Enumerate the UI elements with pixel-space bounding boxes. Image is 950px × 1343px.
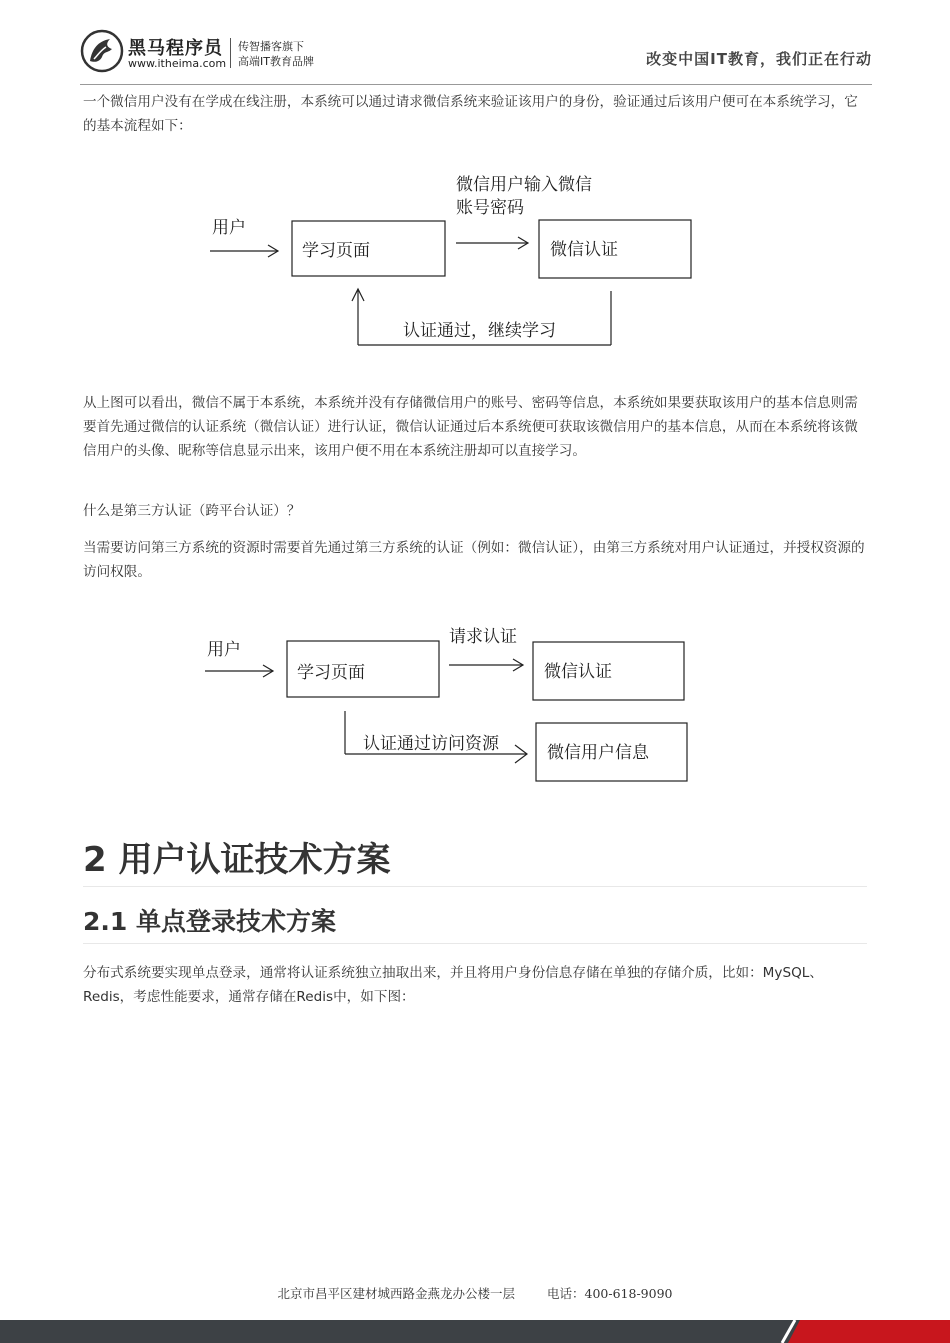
intro-paragraph: 一个微信用户没有在学成在线注册，本系统可以通过请求微信系统来验证该用户的身份，验证通过后该用户便可在本系统学习，它的基本流程如下： — [83, 94, 858, 134]
d1-user-label: 用户 — [212, 218, 246, 238]
header-divider — [80, 84, 872, 85]
question-text: 什么是第三方认证（跨平台认证）？ — [83, 503, 301, 519]
explanation-paragraph: 从上图可以看出，微信不属于本系统，本系统并没有存储微信用户的账号、密码等信息，本系统如果要获取该用户的基本信息则需要首先通过微信的认证系统（微信认证）进行认证，微信认证通过后本系统便可获取该微信用户的基本信息，从而在本系统将该微信用户的头像、昵称等信息显示出来，该用户便不用在本系统注册却可以直接学习。 — [83, 395, 858, 459]
logo-separator — [230, 38, 231, 68]
section-heading-2: 2 用户认证技术方案 — [83, 840, 391, 880]
sso-paragraph: 分布式系统要实现单点登录，通常将认证系统独立抽取出来，并且将用户身份信息存储在单独的存储介质，比如：MySQL、Redis，考虑性能要求，通常存储在Redis中，如下图： — [83, 965, 823, 1005]
page-header — [0, 0, 950, 86]
d2-request-label: 请求认证 — [449, 627, 517, 647]
header-slogan: 改变中国IT教育，我们正在行动 — [646, 50, 872, 68]
d1-input-label-line2: 账号密码 — [456, 198, 524, 218]
footer-bar-red — [788, 1320, 950, 1343]
d1-return-label: 认证通过，继续学习 — [403, 321, 556, 341]
third-party-auth-diagram — [195, 615, 695, 790]
d2-study-page-label: 学习页面 — [297, 663, 365, 683]
third-party-paragraph: 当需要访问第三方系统的资源时需要首先通过第三方系统的认证（例如：微信认证），由第三方系统对用户认证通过，并授权资源的访问权限。 — [83, 540, 865, 580]
section-heading-2-1: 2.1 单点登录技术方案 — [83, 907, 336, 936]
footer-phone: 电话：400-618-9090 — [547, 1286, 673, 1301]
logo-tagline-2: 高端IT教育品牌 — [238, 55, 314, 68]
d1-study-page-label: 学习页面 — [302, 241, 370, 261]
d2-wechat-auth-label: 微信认证 — [544, 662, 612, 682]
heading-2-1-divider — [83, 943, 867, 944]
logo-name: 黑马程序员 — [128, 38, 223, 59]
footer-bar — [0, 1320, 950, 1343]
heading-2-divider — [83, 886, 867, 887]
logo-url[interactable]: www.itheima.com — [128, 57, 227, 70]
d1-input-label-line1: 微信用户输入微信 — [456, 175, 592, 195]
d1-wechat-auth-label: 微信认证 — [550, 240, 618, 260]
d2-user-label: 用户 — [207, 640, 241, 660]
d2-access-label: 认证通过访问资源 — [363, 734, 499, 754]
horse-logo-icon — [80, 29, 124, 73]
footer-address: 北京市昌平区建材城西路金燕龙办公楼一层 — [277, 1286, 516, 1301]
d2-user-info-label: 微信用户信息 — [547, 743, 649, 763]
footer-contact — [0, 1284, 950, 1302]
wechat-login-flow-diagram — [200, 165, 710, 355]
logo-tagline-1: 传智播客旗下 — [238, 40, 304, 53]
